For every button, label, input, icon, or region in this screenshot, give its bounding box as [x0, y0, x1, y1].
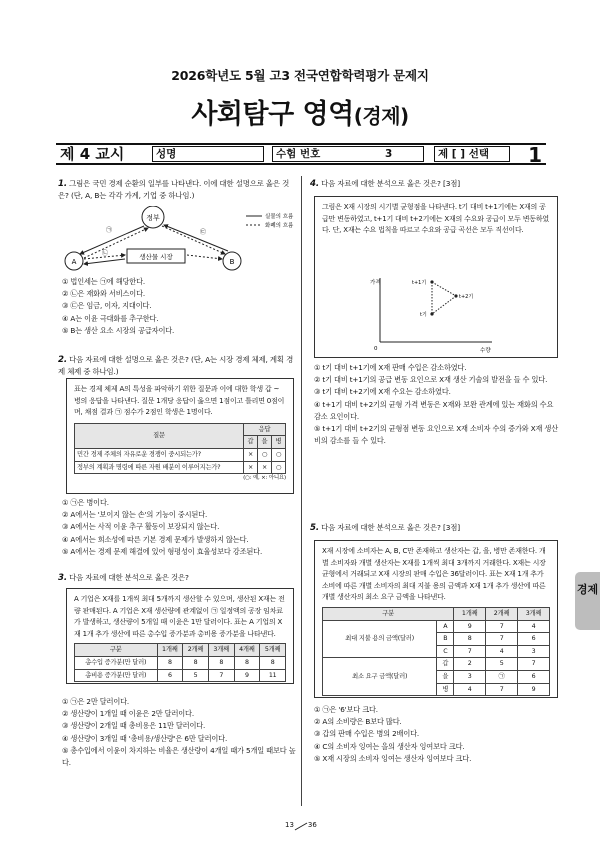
q4-options: [314, 362, 562, 447]
q2-box-text: 표는 경제 체제 A의 특성을 파악하기 위한 질문과 이에 대한 학생 갑 ~ 병의 응답을 나타낸다. 질문 1개당 응답이 옳으면 1점이고 틀리면 0점이며, 채점 결과 ㉠ 점수가 2점인 학생은 1명이다.: [74, 385, 285, 417]
market-label: 생산물 시장: [139, 253, 173, 261]
legend-real: 실물의 흐름: [265, 214, 294, 220]
q1-option-1[interactable]: ① 법인세는 ㉠에 해당한다.: [62, 277, 146, 286]
subject-title-sub: (경제): [353, 104, 409, 128]
q1-diagram: [62, 206, 294, 274]
q2-option-2[interactable]: ② A에서는 '보이지 않는 손'의 기능이 중시된다.: [62, 510, 208, 520]
q4-option-1[interactable]: ① t기 대비 t+1기에 X재 판매 수입은 감소하였다.: [314, 363, 467, 372]
q3-options: [62, 696, 298, 769]
name-label: 성명: [156, 148, 177, 160]
q4-p2: t+2기: [459, 294, 474, 300]
q5-stem: 5. 다음 자료에 대한 분석으로 옳은 것은? [3점]: [310, 523, 460, 533]
q3-option-1[interactable]: ① ㉠은 2만 달러이다.: [62, 697, 130, 706]
q5-box: [314, 540, 558, 698]
q4-xlabel: 수량: [480, 348, 491, 354]
table-row: 총수입 증가분(만 달러) 8 8 8 8 8: [75, 656, 286, 669]
q5-option-1[interactable]: ① ㉠은 '6'보다 크다.: [314, 705, 378, 714]
exam-number-field[interactable]: [272, 146, 424, 162]
table-row: C 7 4 3: [323, 645, 550, 658]
q4-ylabel: 가격: [370, 280, 381, 286]
q2-option-3[interactable]: ③ A에서는 사적 이윤 추구 활동이 보장되지 않는다.: [62, 522, 220, 532]
session-label: 제 4 교시: [60, 145, 125, 163]
page-number-large: 1: [528, 143, 542, 167]
table-row: 최대 지불 용의 금액(달러) A 9 7 4: [323, 620, 550, 633]
exam-digit: 3: [385, 148, 393, 160]
q1-options: [62, 276, 294, 337]
q2-th-question: 질문: [75, 423, 244, 448]
q2-box: [66, 378, 294, 494]
q3-table: 구분 1개째 2개째 3개째 4개째 5개째 총수입 증가분(만 달러) 8 8 8 8 8 총비용 증가분(만 달러) 6 5 7 9 11: [74, 643, 286, 682]
label-c2: ㉡: [102, 250, 109, 257]
table-row: 민간 경제 주체의 자유로운 경쟁이 중시되는가? × ○ ○: [75, 448, 286, 461]
subject-title: [0, 92, 600, 131]
q5-table: 구분 1개째 2개째 3개째 최대 지불 용의 금액(달러) A 9 7 4 B 8 7 6 C 7 4 3 최소 요구 금액(달러) 갑 2 5 7 을 3 ㉠ 6 병 4 7 9: [322, 607, 550, 696]
q1-option-4[interactable]: ④ A는 이윤 극대화를 추구한다.: [62, 313, 159, 323]
q2-options: [62, 497, 298, 558]
q3-option-5[interactable]: ⑤ 총수입에서 이윤이 차지하는 비율은 생산량이 4개일 때가 5개일 때보다 높다.: [62, 745, 296, 768]
id-bar: [56, 143, 546, 165]
q4-p0: t기: [420, 312, 427, 318]
table-row: 병 4 7 9: [323, 683, 550, 696]
q1-stem: 1. 그림은 국민 경제 순환의 일부를 나타낸다. 이에 대한 설명으로 옳은 것은? (단, A, B는 각각 가계, 기업 중 하나임.): [58, 179, 290, 200]
table-row: 총비용 증가분(만 달러) 6 5 7 9 11: [75, 669, 286, 682]
q5-option-2[interactable]: ② A의 소비량은 B보다 많다.: [314, 717, 402, 727]
q5-options: [314, 704, 562, 765]
q1-option-2[interactable]: ② ㉡은 재화와 서비스이다.: [62, 289, 146, 299]
page-total: 36: [307, 821, 317, 829]
q3-stem: 3. 다음 자료에 대한 분석으로 옳은 것은?: [58, 573, 189, 583]
q2-th-resp: 응답: [244, 423, 286, 436]
q2-option-4[interactable]: ④ A에서는 희소성에 따른 기본 경제 문제가 발생하지 않는다.: [62, 534, 249, 544]
q2-note: (○: 예, ×: 아니요): [243, 475, 286, 482]
page-indicator: [285, 821, 317, 829]
legend-money: 화폐의 흐름: [265, 223, 294, 229]
q5-option-4[interactable]: ④ C의 소비자 잉여는 을의 생산자 잉여보다 크다.: [314, 741, 465, 751]
q2-option-5[interactable]: ⑤ A에서는 경제 문제 해결에 있어 형평성이 효율성보다 강조된다.: [62, 546, 263, 556]
exam-header: 2026학년도 5월 고3 전국연합학력평가 문제지: [171, 68, 429, 83]
q2-option-1[interactable]: ① ㉠은 병이다.: [62, 498, 109, 507]
subject-side-tab: 경제: [575, 572, 600, 630]
exam-number-label: 수험 번호: [276, 148, 321, 160]
q3-box: [66, 588, 294, 684]
q2-stem: 2. 다음 자료에 대한 설명으로 옳은 것은? (단, A는 시장 경제 체제, 계획 경제 체제 중 하나임.): [58, 355, 294, 376]
q4-option-4[interactable]: ④ t+1기 대비 t+2기의 균형 가격 변동은 X재와 보완 관계에 있는 재화의 수요 감소 요인이다.: [314, 399, 554, 421]
q4-p1: t+1기: [412, 280, 427, 286]
q1-option-3[interactable]: ③ ㉢은 임금, 이자, 지대이다.: [62, 301, 152, 311]
q1-option-5[interactable]: ⑤ B는 생산 요소 시장의 공급자이다.: [62, 325, 175, 335]
table-row: B 8 7 6: [323, 633, 550, 646]
name-field[interactable]: [152, 146, 264, 162]
gov-label: 정부: [146, 214, 160, 222]
q3-option-4[interactable]: ④ 생산량이 3개일 때 '총비용/생산량'은 6만 달러이다.: [62, 733, 228, 743]
label-c1: ㉠: [106, 227, 113, 234]
page-current: 13: [285, 821, 294, 829]
q4-option-3[interactable]: ③ t기 대비 t+2기에 X재 수요는 감소하였다.: [314, 387, 451, 397]
table-row: 을 3 ㉠ 6: [323, 670, 550, 683]
q4-box-text: 그림은 X재 시장의 시기별 균형점을 나타낸다. t기 대비 t+1기에는 X재의 공급만 변동하였고, t+1기 대비 t+2기에는 X재의 수요와 공급이 모두 변동하였다. 단, X재는 수요 법칙을 따르고 수요와 공급 곡선은 모두 직선이다.: [322, 203, 549, 235]
select-label: 제 [ ] 선택: [438, 148, 489, 160]
q5-option-3[interactable]: ③ 갑의 판매 수입은 병의 2배이다.: [314, 729, 420, 739]
q2-table: 질문 응답 갑 을 병 민간 경제 주체의 자유로운 경쟁이 중시되는가? × ○ ○ 정부의 계획과 명령에 따른 자원 배분이 이루어지는가? × × ○: [74, 423, 286, 474]
q4-option-5[interactable]: ⑤ t+1기 대비 t+2기의 균형점 변동 요인으로 X재 소비자 수의 증가와 X재 생산비의 감소를 들 수 있다.: [314, 424, 559, 446]
q4-stem: 4. 다음 자료에 대한 분석으로 옳은 것은? [3점]: [310, 179, 460, 189]
label-c3: ㉢: [200, 229, 207, 236]
q3-box-text: A 기업은 X재를 1개씩 최대 5개까지 생산할 수 있으며, 생산된 X재는 전량 판매된다. A 기업은 X재 생산량에 관계없이 ㉠ 일정액의 공장 임차료가 발생하고, 생산량이 5개일 때 이윤은 1만 달러이다. 표는 A 기업의 X재 1개 추가 생산에 따른 총수입 증가분과 총비용 증가분을 나타낸다.: [74, 595, 285, 638]
subject-title-main: 사회탐구 영역: [191, 99, 354, 130]
q4-option-2[interactable]: ② t기 대비 t+1기의 공급 변동 요인으로 X재 생산 기술의 발전을 들 수 있다.: [314, 375, 548, 385]
q5-option-5[interactable]: ⑤ X재 시장의 소비자 잉여는 생산자 잉여보다 크다.: [314, 753, 472, 763]
table-row: 최소 요구 금액(달러) 갑 2 5 7: [323, 658, 550, 671]
q5-box-text: X재 시장에 소비자는 A, B, C만 존재하고 생산자는 갑, 을, 병만 존재한다. 개별 소비자와 개별 생산자는 X재를 1개씩 최대 3개까지 거래한다. X재는 시장 균형에서 거래되고 X재 시장의 판매 수입은 36달러이다. 표는 X재 1개 추가 소비에 따른 개별 소비자의 최대 지불 용의 금액과 X재 1개 추가 생산에 따른 개별 생산자의 최소 요구 금액을 나타낸다.: [322, 547, 546, 602]
node-a-label: A: [71, 258, 77, 266]
q4-origin: 0: [374, 346, 378, 352]
q3-option-2[interactable]: ② 생산량이 1개일 때 이윤은 2만 달러이다.: [62, 709, 194, 719]
table-row: 정부의 계획과 명령에 따른 자원 배분이 이루어지는가? × × ○: [75, 461, 286, 474]
node-b-label: B: [229, 258, 235, 266]
q3-option-3[interactable]: ③ 생산량이 2개일 때 총비용은 11만 달러이다.: [62, 721, 206, 731]
q4-graph: [360, 276, 500, 356]
column-divider: [301, 176, 302, 806]
select-field[interactable]: [434, 146, 510, 162]
